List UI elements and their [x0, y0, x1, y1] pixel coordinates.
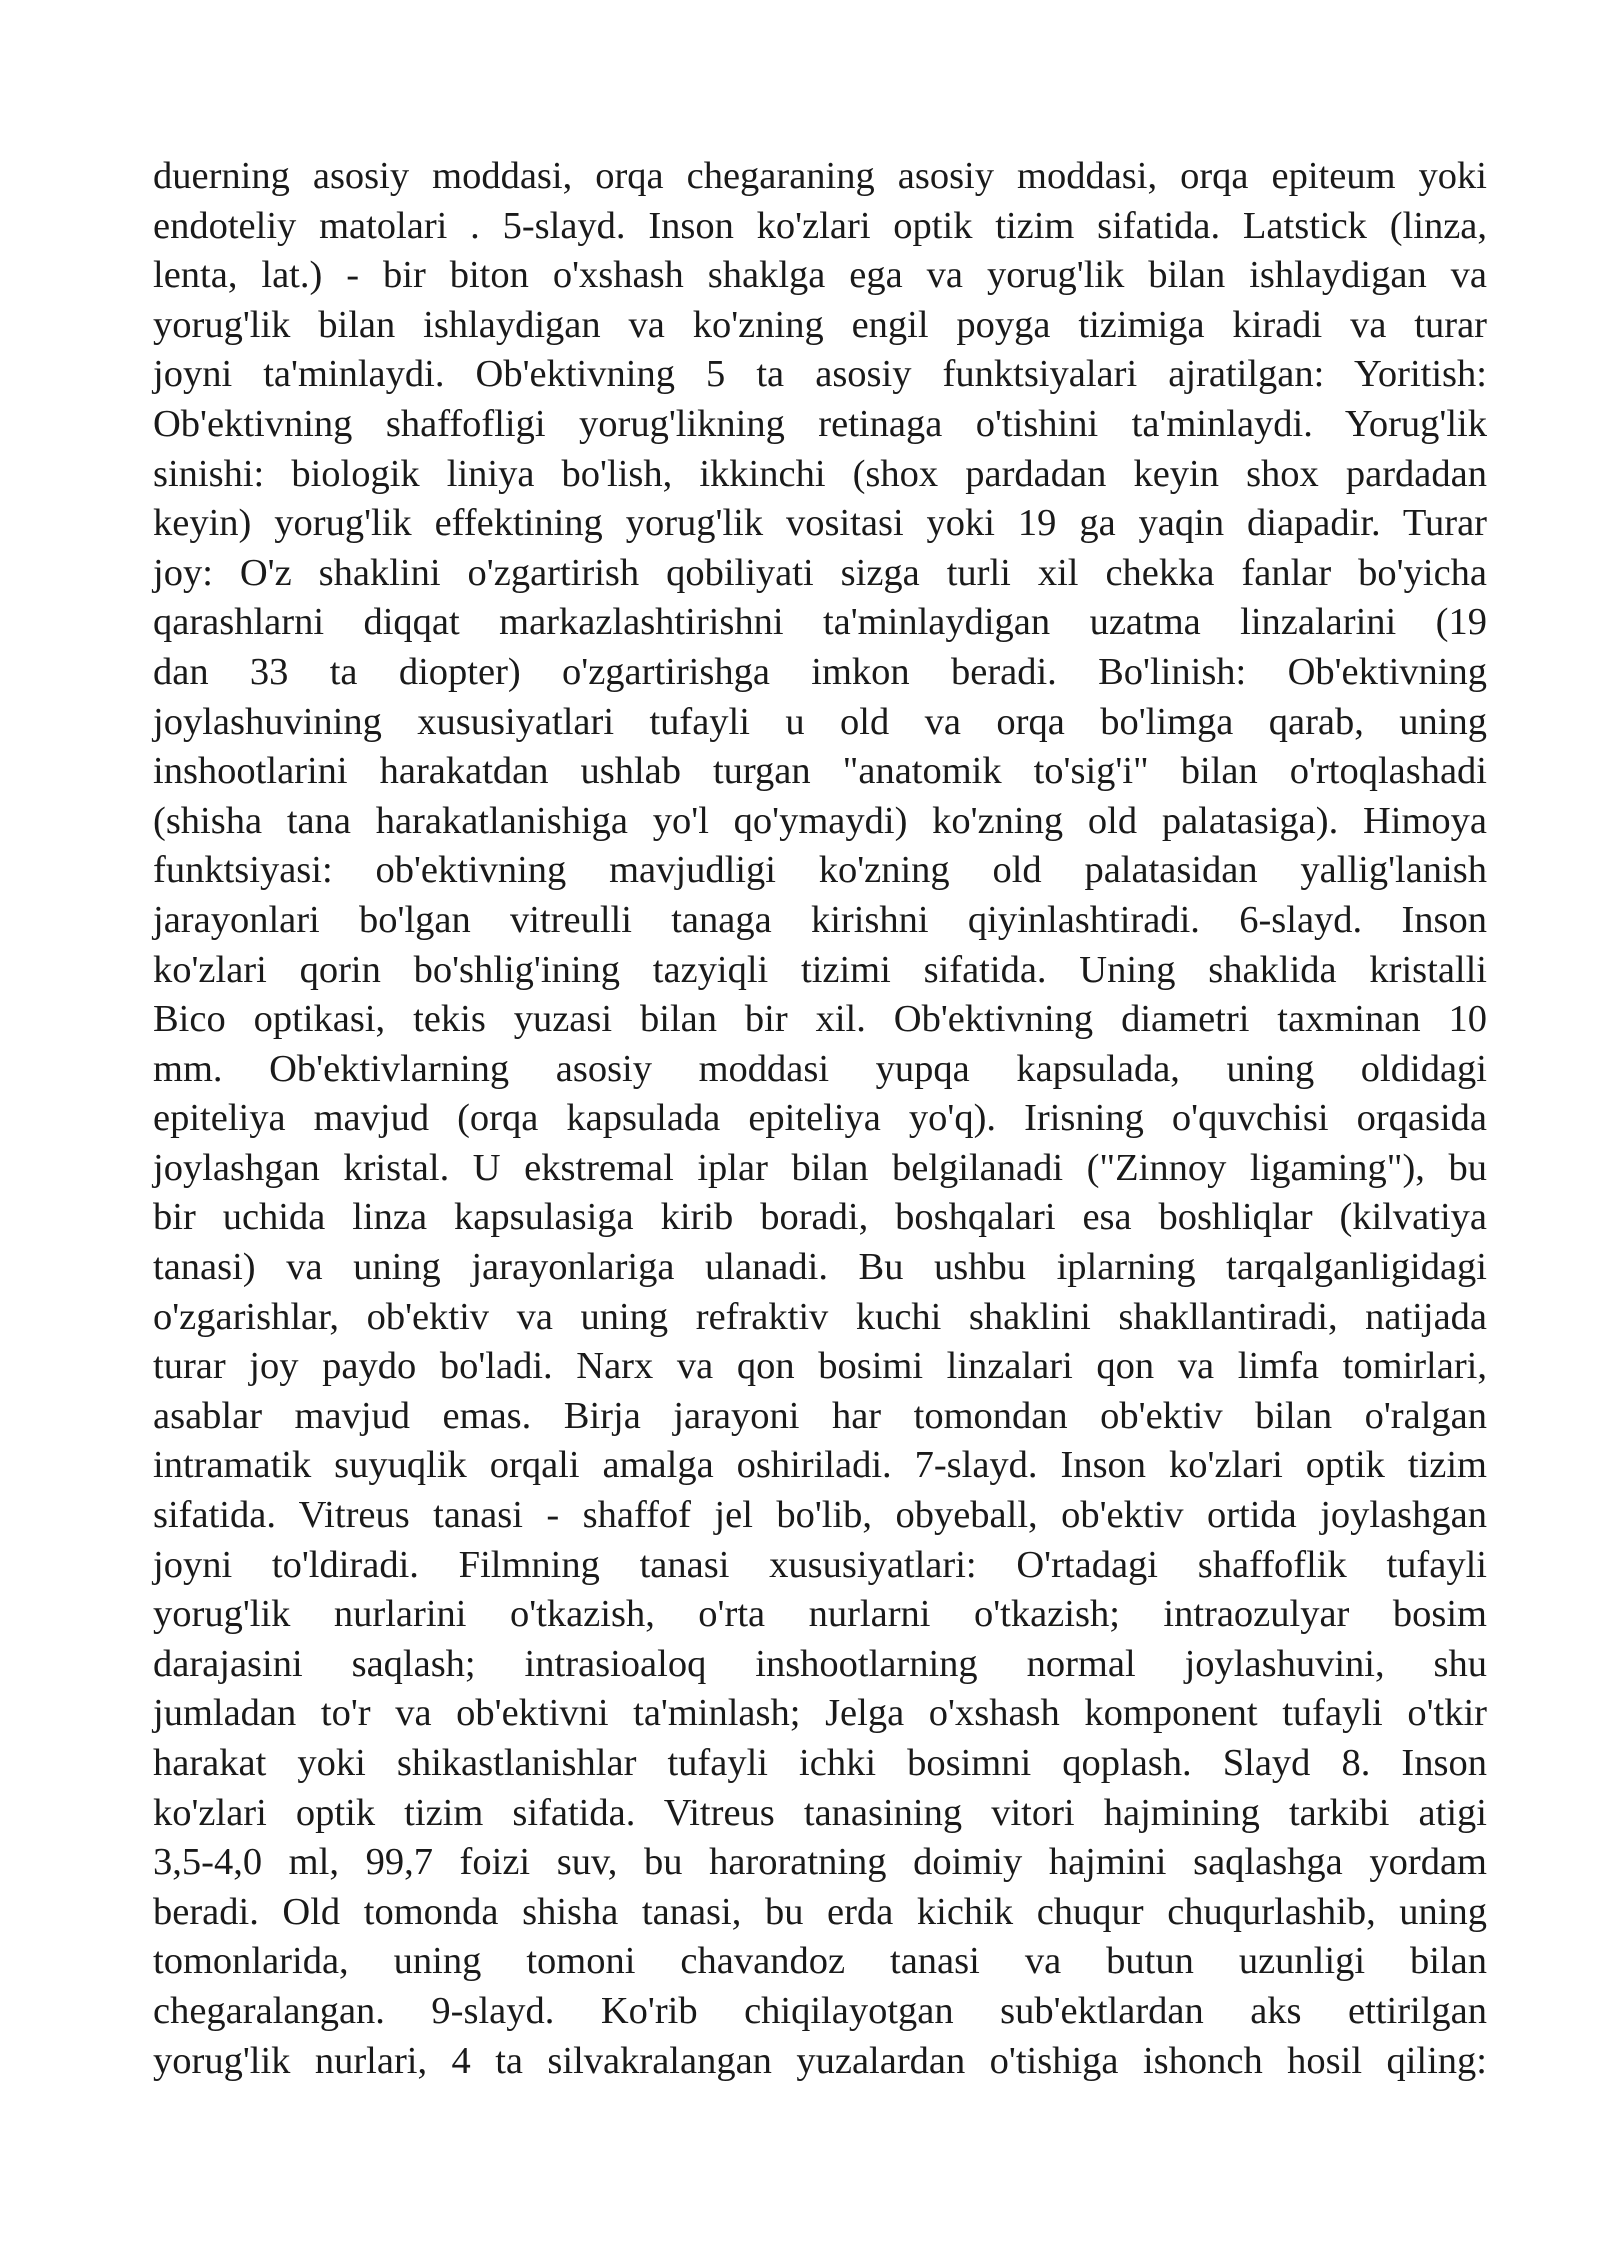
body-text: [153, 152, 1487, 2086]
text-line: joylashuvining xususiyatlari tufayli u old va orqa bo'limga qarab, uning: [153, 700, 1487, 743]
text-line: beradi. Old tomonda shisha tanasi, bu erda kichik chuqur chuqurlashib, uning: [153, 1890, 1487, 1933]
text-line: keyin) yorug'lik effektining yorug'lik vositasi yoki 19 ga yaqin diapadir. Turar: [153, 502, 1487, 545]
text-line: (shisha tana harakatlanishiga yo'l qo'ymaydi) ko'zning old palatasiga). Himoya: [153, 799, 1487, 842]
text-line: tanasi) va uning jarayonlariga ulanadi. Bu ushbu iplarning tarqalganligidagi: [153, 1246, 1487, 1289]
text-line: sifatida. Vitreus tanasi - shaffof jel bo'lib, obyeball, ob'ektiv ortida joylashgan: [153, 1494, 1487, 1537]
text-line: dan 33 ta diopter) o'zgartirishga imkon beradi. Bo'linish: Ob'ektivning: [153, 650, 1487, 693]
text-line: epiteliya mavjud (orqa kapsulada epiteliya yo'q). Irisning o'quvchisi orqasida: [153, 1097, 1487, 1140]
text-line: 3,5-4,0 ml, 99,7 foizi suv, bu haroratning doimiy hajmini saqlashga yordam: [153, 1841, 1487, 1884]
text-line: o'zgarishlar, ob'ektiv va uning refraktiv kuchi shaklini shakllantiradi, natijada: [153, 1295, 1487, 1338]
text-line: inshootlarini harakatdan ushlab turgan "anatomik to'sig'i" bilan o'rtoqlashadi: [153, 750, 1487, 793]
text-line: funktsiyasi: ob'ektivning mavjudligi ko'zning old palatasidan yallig'lanish: [153, 849, 1487, 892]
text-line: joy: O'z shaklini o'zgartirish qobiliyati sizga turli xil chekka fanlar bo'yicha: [153, 551, 1487, 594]
text-line: joylashgan kristal. U ekstremal iplar bilan belgilanadi ("Zinnoy ligaming"), bu: [153, 1146, 1487, 1189]
text-line: jarayonlari bo'lgan vitreulli tanaga kirishni qiyinlashtiradi. 6-slayd. Inson: [153, 898, 1487, 941]
text-line: chegaralangan. 9-slayd. Ko'rib chiqilayotgan sub'ektlardan aks ettirilgan: [153, 1989, 1487, 2032]
text-line: sinishi: biologik liniya bo'lish, ikkinchi (shox pardadan keyin shox pardadan: [153, 452, 1487, 495]
text-line: bir uchida linza kapsulasiga kirib boradi, boshqalari esa boshliqlar (kilvatiya: [153, 1196, 1487, 1239]
text-line: joyni ta'minlaydi. Ob'ektivning 5 ta asosiy funktsiyalari ajratilgan: Yoritish:: [153, 353, 1487, 396]
text-line: joyni to'ldiradi. Filmning tanasi xususiyatlari: O'rtadagi shaffoflik tufayli: [153, 1543, 1487, 1586]
text-line: duerning asosiy moddasi, orqa chegaraning asosiy moddasi, orqa epiteum yoki: [153, 155, 1487, 197]
text-line: yorug'lik bilan ishlaydigan va ko'zning engil poyga tizimiga kiradi va turar: [153, 303, 1487, 346]
text-line: mm. Ob'ektivlarning asosiy moddasi yupqa kapsulada, uning oldidagi: [153, 1047, 1487, 1090]
text-line: qarashlarni diqqat markazlashtirishni ta'minlaydigan uzatma linzalarini (19: [153, 601, 1487, 644]
text-line: Ob'ektivning shaffofligi yorug'likning retinaga o'tishini ta'minlaydi. Yorug'lik: [153, 402, 1487, 445]
text-line: asablar mavjud emas. Birja jarayoni har tomondan ob'ektiv bilan o'ralgan: [153, 1394, 1487, 1437]
text-line: jumladan to'r va ob'ektivni ta'minlash; Jelga o'xshash komponent tufayli o'tkir: [153, 1692, 1487, 1735]
text-line: intramatik suyuqlik orqali amalga oshiriladi. 7-slayd. Inson ko'zlari optik tizim: [153, 1444, 1487, 1487]
text-line: tomonlarida, uning tomoni chavandoz tanasi va butun uzunligi bilan: [153, 1940, 1487, 1983]
text-line: ko'zlari optik tizim sifatida. Vitreus tanasining vitori hajmining tarkibi atigi: [153, 1791, 1487, 1834]
text-line: Bico optikasi, tekis yuzasi bilan bir xil. Ob'ektivning diametri taxminan 10: [153, 998, 1487, 1041]
text-line: darajasini saqlash; intrasioaloq inshootlarning normal joylashuvini, shu: [153, 1642, 1487, 1685]
text-line: yorug'lik nurlarini o'tkazish, o'rta nurlarni o'tkazish; intraozulyar bosim: [153, 1593, 1487, 1636]
text-line: endoteliy matolari . 5-slayd. Inson ko'zlari optik tizim sifatida. Latstick (linza,: [153, 204, 1487, 247]
text-line: harakat yoki shikastlanishlar tufayli ichki bosimni qoplash. Slayd 8. Inson: [153, 1742, 1487, 1784]
text-line: ko'zlari qorin bo'shlig'ining tazyiqli tizimi sifatida. Uning shaklida kristalli: [153, 948, 1487, 991]
text-line: lenta, lat.) - bir biton o'xshash shaklga ega va yorug'lik bilan ishlaydigan va: [153, 254, 1487, 297]
text-line: turar joy paydo bo'ladi. Narx va qon bosimi linzalari qon va limfa tomirlari,: [153, 1345, 1487, 1388]
text-line: yorug'lik nurlari, 4 ta silvakralangan yuzalardan o'tishiga ishonch hosil qiling:: [153, 2039, 1487, 2082]
